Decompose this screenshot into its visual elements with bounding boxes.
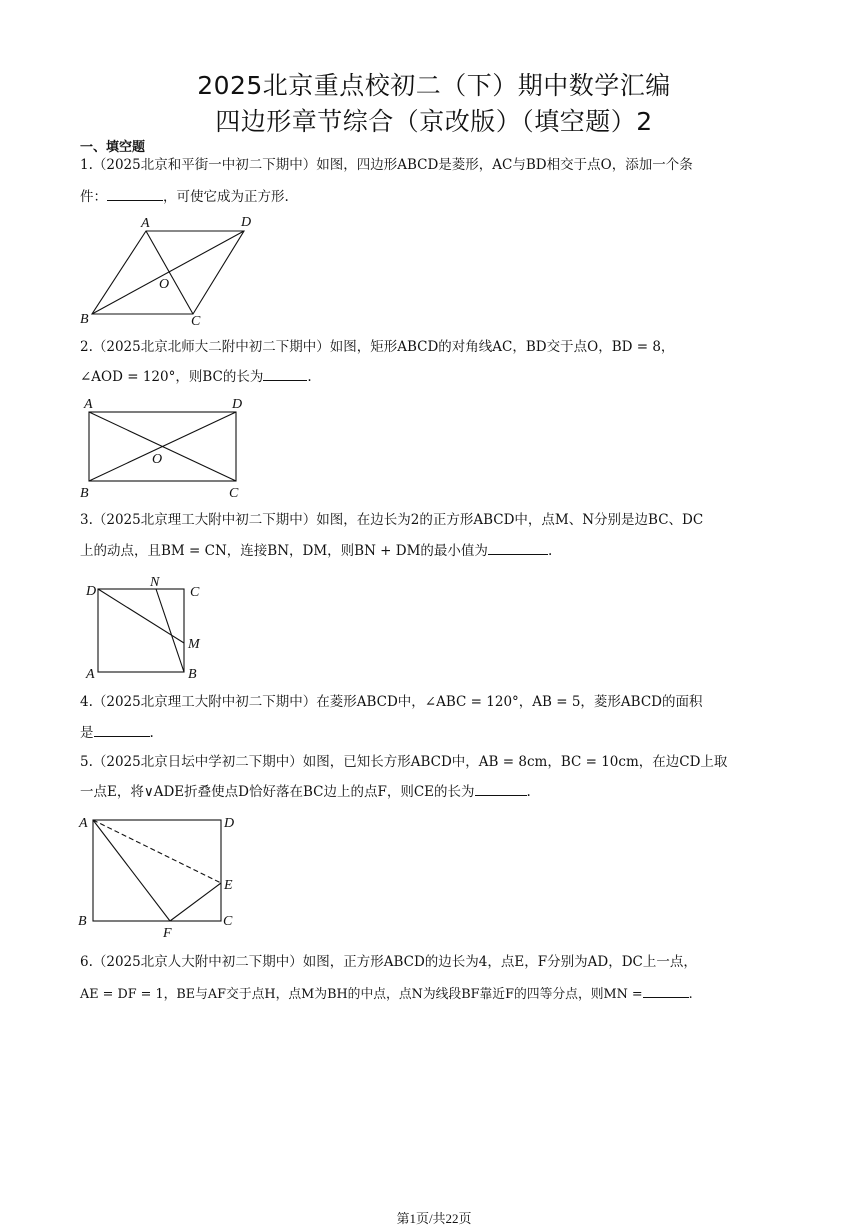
question-6-line-1: 6.（2025北京人大附中初二下期中）如图，正方形ABCD的边长为4，点E，F分别为AD，DC上一点， (80, 954, 697, 970)
label-d: D (224, 816, 235, 831)
label-b: B (80, 312, 89, 327)
label-b: B (80, 486, 89, 501)
document-title-line-1: 2025北京重点校初二（下）期中数学汇编 (197, 71, 671, 100)
question-6-line-2-prefix: AE = DF = 1，BE与AF交于点H，点M为BH的中点，点N为线段BF靠近F的四等分点，则MN = (80, 987, 643, 1002)
question-2-line-2-suffix: . (307, 369, 312, 385)
question-3-line-2-prefix: 上的动点，且BM = CN，连接BN，DM，则BN + DM的最小值为 (80, 543, 488, 559)
question-6-line-2-suffix: . (688, 987, 693, 1002)
question-4-line-2-prefix: 是 (80, 725, 94, 741)
question-5-line-2-suffix: . (526, 784, 531, 800)
segment-fe (170, 883, 221, 921)
question-4-line-2-suffix: . (149, 725, 154, 741)
question-5-line-2-prefix: 一点E，将∨ADE折叠使点D恰好落在BC边上的点F，则CE的长为 (80, 784, 475, 800)
label-a: A (84, 397, 93, 412)
label-a: A (79, 816, 88, 831)
question-3-line-2-suffix: . (547, 543, 553, 559)
label-b: B (188, 667, 197, 682)
label-m: M (188, 637, 200, 652)
question-2-line-2-prefix: ∠AOD = 120°，则BC的长为 (80, 369, 264, 385)
fold-line-ae (93, 820, 221, 883)
label-b: B (78, 914, 87, 929)
label-c: C (223, 914, 233, 929)
label-c: C (229, 486, 239, 501)
label-o: O (159, 277, 170, 292)
question-5-line-1: 5.（2025北京日坛中学初二下期中）如图，已知长方形ABCD中，AB = 8cm，BC = 10cm，在边CD上取 (80, 754, 728, 770)
question-6-line-2 (80, 983, 693, 1005)
segment-af (93, 820, 170, 921)
question-3-line-1: 3.（2025北京理工大附中初二下期中）如图，在边长为2的正方形ABCD中，点M、N分别是边BC、DC (80, 512, 704, 528)
question-1-line-1: 1.（2025北京和平街一中初二下期中）如图，四边形ABCD是菱形，AC与BD相交于点O，添加一个条 (80, 157, 693, 173)
label-a: A (141, 216, 150, 231)
label-d: D (86, 584, 97, 599)
question-1-line-2-suffix: ，可使它成为正方形. (163, 189, 289, 205)
answer-blank-6[interactable] (643, 983, 689, 998)
label-e: E (224, 878, 233, 893)
label-c: C (190, 585, 200, 600)
label-f: F (163, 926, 172, 941)
label-n: N (150, 575, 160, 590)
label-d: D (241, 215, 252, 230)
rectangle-outline (93, 820, 221, 921)
page-footer: 第1页/共22页 (396, 1211, 472, 1226)
question-2-line-1: 2.（2025北京北师大二附中初二下期中）如图，矩形ABCD的对角线AC，BD交于点O，BD = 8， (80, 339, 675, 355)
document-title-line-2: 四边形章节综合（京改版）（填空题）2 (215, 107, 653, 136)
label-a: A (86, 667, 95, 682)
label-o: O (152, 452, 163, 467)
question-4-line-1: 4.（2025北京理工大附中初二下期中）在菱形ABCD中，∠ABC = 120°，AB = 5，菱形ABCD的面积 (80, 694, 703, 710)
label-d: D (232, 397, 243, 412)
section-heading: 一、填空题 (80, 140, 146, 155)
label-c: C (191, 314, 201, 329)
question-1-line-2-prefix: 件： (80, 189, 107, 205)
